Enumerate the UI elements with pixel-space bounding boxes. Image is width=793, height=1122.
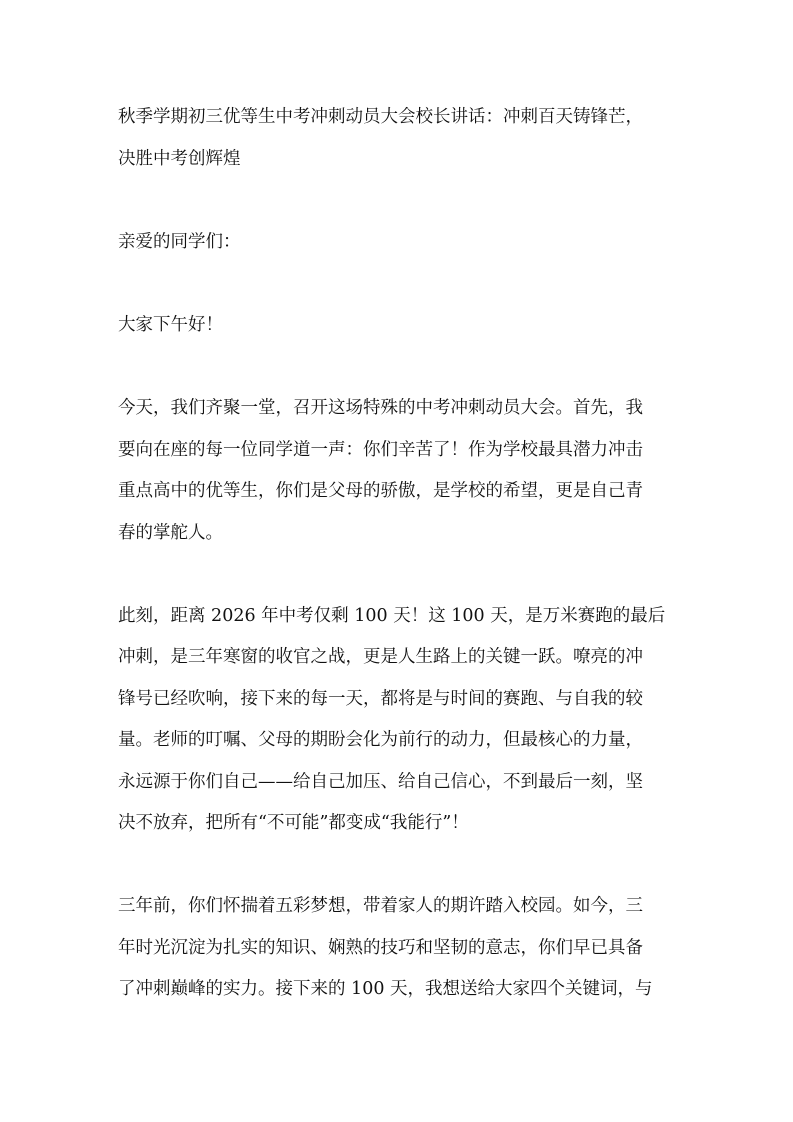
paragraph-line: 年时光沉淀为扎实的知识、娴熟的技巧和坚韧的意志，你们早已具备 bbox=[118, 937, 643, 958]
paragraph-line: 冲刺，是三年寒窗的收官之战，更是人生路上的关键一跃。嘹亮的冲 bbox=[118, 647, 643, 668]
paragraph-line: 今天，我们齐聚一堂，召开这场特殊的中考冲刺动员大会。首先，我 bbox=[118, 398, 643, 419]
title-line: 秋季学期初三优等生中考冲刺动员大会校长讲话：冲刺百天铸锋芒， bbox=[118, 107, 643, 127]
paragraph-line: 三年前，你们怀揣着五彩梦想，带着家人的期许踏入校园。如今，三 bbox=[118, 896, 643, 917]
title-line: 决胜中考创辉煌 bbox=[118, 148, 241, 169]
document-page bbox=[118, 97, 678, 1053]
salutation bbox=[118, 222, 678, 264]
paragraph-line: 重点高中的优等生，你们是父母的骄傲，是学校的希望，更是自己青 bbox=[118, 481, 643, 502]
paragraph-line: 要向在座的每一位同学道一声：你们辛苦了！作为学校最具潜力冲击 bbox=[118, 439, 643, 460]
paragraph-line: 此刻，距离 2026 年中考仅剩 100 天！这 100 天，是万米赛跑的最后 bbox=[118, 605, 666, 626]
paragraph-1 bbox=[118, 388, 678, 554]
paragraph-line: 锋号已经吹响，接下来的每一天，都将是与时间的赛跑、与自我的较 bbox=[118, 688, 643, 709]
paragraph-line: 永远源于你们自己——给自己加压、给自己信心，不到最后一刻，坚 bbox=[118, 771, 643, 792]
paragraph-2 bbox=[118, 596, 678, 845]
document-title bbox=[118, 97, 678, 180]
salutation-text: 亲爱的同学们： bbox=[118, 231, 241, 252]
paragraph-line: 量。老师的叮嘱、父母的期盼会化为前行的动力，但最核心的力量， bbox=[118, 730, 643, 751]
paragraph-line: 了冲刺巅峰的实力。接下来的 100 天，我想送给大家四个关键词，与 bbox=[118, 979, 653, 1000]
paragraph-line: 决不放弃，把所有“不可能”都变成“我能行”！ bbox=[118, 813, 469, 834]
greeting-text: 大家下午好！ bbox=[118, 314, 223, 335]
paragraph-3 bbox=[118, 886, 678, 1011]
paragraph-line: 春的掌舵人。 bbox=[118, 522, 223, 543]
greeting bbox=[118, 305, 678, 347]
